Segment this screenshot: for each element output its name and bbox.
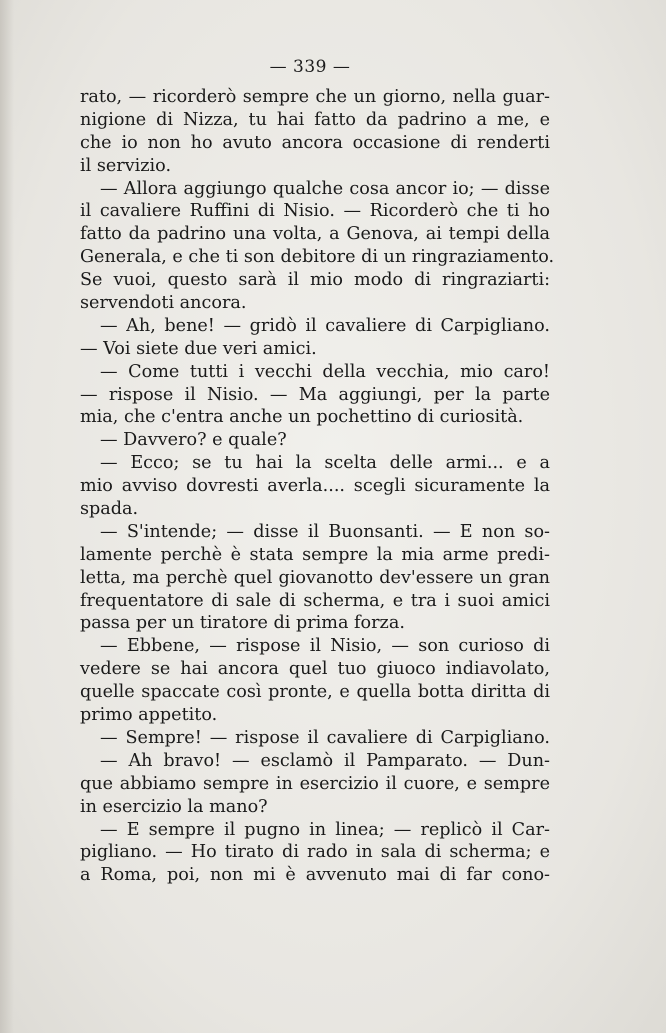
- text-line: servendoti ancora.: [80, 293, 247, 314]
- text-line: — Come tutti i vecchi della vecchia, mio caro!: [100, 361, 550, 382]
- text-line: — rispose il Nisio. — Ma aggiungi, per la parte: [80, 384, 550, 405]
- text-line: mio avviso dovresti averla.... scegli sicuramente la: [80, 476, 550, 497]
- text-line: lamente perchè è stata sempre la mia arme predi-: [80, 544, 550, 565]
- text-line: il servizio.: [80, 155, 172, 176]
- text-line: Generala, e che ti son debitore di un ringraziamento.: [80, 247, 555, 268]
- text-line: letta, ma perchè quel giovanotto dev'essere un gran: [80, 567, 550, 588]
- text-line: Se vuoi, questo sarà il mio modo di ringraziarti:: [80, 270, 550, 291]
- text-line: in esercizio la mano?: [80, 796, 268, 817]
- text-line: — S'intende; — disse il Buonsanti. — E non so-: [100, 521, 550, 542]
- text-line: — Ah bravo! — esclamò il Pamparato. — Dun-: [100, 750, 550, 771]
- body-text: [80, 86, 555, 887]
- text-line: — Sempre! — rispose il cavaliere di Carpigliano.: [100, 727, 550, 748]
- text-line: che io non ho avuto ancora occasione di renderti: [80, 132, 550, 153]
- text-line: frequentatore di sale di scherma, e tra i suoi amici: [80, 590, 550, 611]
- text-line: passa per un tiratore di prima forza.: [80, 613, 405, 634]
- text-line: — Ecco; se tu hai la scelta delle armi... e a: [100, 453, 550, 474]
- text-line: a Roma, poi, non mi è avvenuto mai di far cono-: [80, 865, 550, 886]
- text-line: quelle spaccate così pronte, e quella botta diritta di: [80, 682, 550, 703]
- text-line: — Allora aggiungo qualche cosa ancor io; — disse: [100, 178, 550, 199]
- text-line: rato, — ricorderò sempre che un giorno, nella guar-: [80, 87, 550, 107]
- text-line: que abbiamo sempre in esercizio il cuore, e sempre: [80, 773, 550, 794]
- text-line: il cavaliere Ruffini di Nisio. — Ricorderò che ti ho: [80, 201, 550, 222]
- text-line: primo appetito.: [80, 705, 218, 726]
- text-line: — Ah, bene! — gridò il cavaliere di Carpigliano.: [100, 315, 550, 336]
- page-edge-shadow: [0, 0, 14, 1033]
- text-line: — Voi siete due veri amici.: [80, 338, 317, 359]
- text-line: nigione di Nizza, tu hai fatto da padrino a me, e: [80, 109, 550, 130]
- text-line: mia, che c'entra anche un pochettino di curiosità.: [80, 407, 524, 428]
- text-line: — Ebbene, — rispose il Nisio, — son curioso di: [100, 636, 550, 657]
- text-line: pigliano. — Ho tirato di rado in sala di scherma; e: [80, 842, 550, 863]
- text-line: fatto da padrino una volta, a Genova, ai tempi della: [80, 224, 550, 245]
- page-number: — 339 —: [269, 57, 351, 77]
- text-line: — E sempre il pugno in linea; — replicò il Car-: [100, 819, 550, 840]
- text-line: spada.: [80, 499, 139, 520]
- text-line: — Davvero? e quale?: [100, 430, 287, 451]
- text-line: vedere se hai ancora quel tuo giuoco indiavolato,: [80, 659, 550, 680]
